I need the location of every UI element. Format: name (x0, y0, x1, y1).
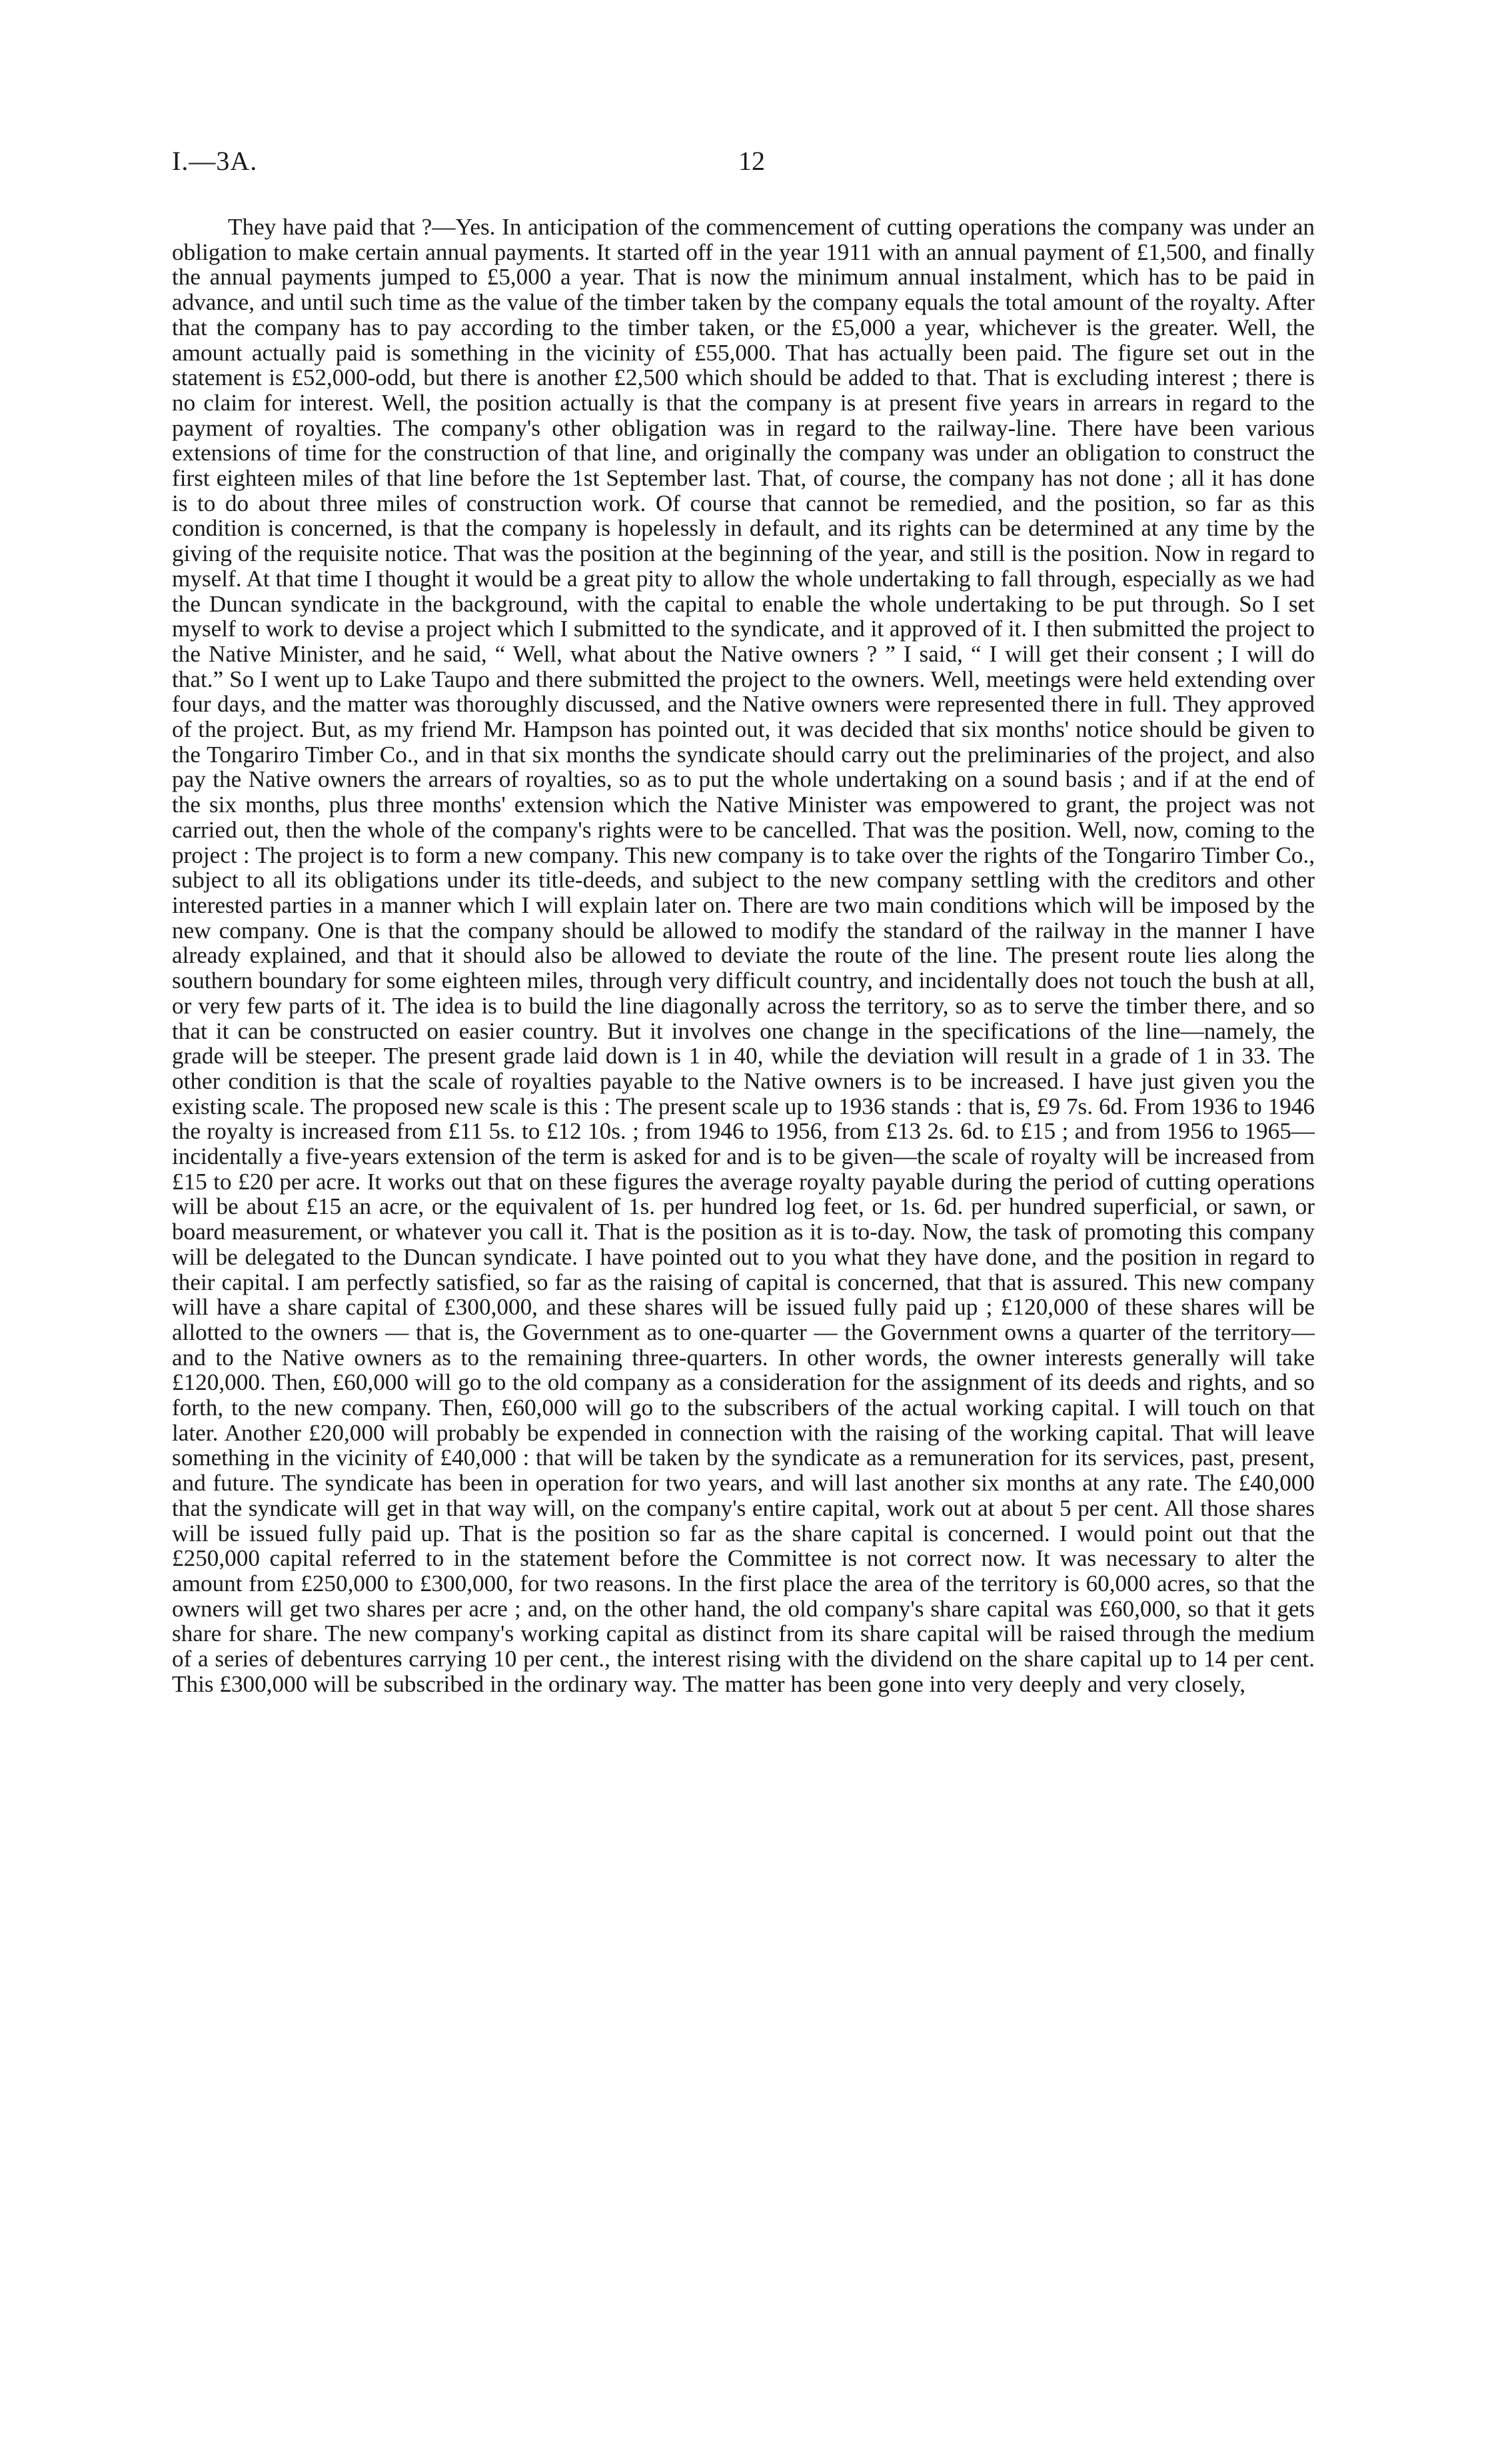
body-paragraph: They have paid that ?—Yes. In anticipation of the commencement of cutting operations the company was under an obligation to make certain annual payments. It started off in the year 1911 with an annual payment of £1,500, and finally the annual payments jumped to £5,000 a year. That is now the minimum annual instalment, which has to be paid in advance, and until such time as the value of the timber taken by the company equals the total amount of the royalty. After that the company has to pay according to the timber taken, or the £5,000 a year, whichever is the greater. Well, the amount actually paid is something in the vicinity of £55,000. That has actually been paid. The figure set out in the statement is £52,000-odd, but there is another £2,500 which should be added to that. That is excluding interest ; there is no claim for interest. Well, the position actually is that the company is at present five years in arrears in regard to the payment of royalties. The company's other obligation was in regard to the railway-line. There have been various extensions of time for the construction of that line, and originally the company was under an obligation to construct the first eighteen miles of that line before the 1st September last. That, of course, the company has not done ; all it has done is to do about three miles of construction work. Of course that cannot be remedied, and the position, so far as this condition is concerned, is that the company is hopelessly in default, and its rights can be determined at any time by the giving of the requisite notice. That was the position at the beginning of the year, and still is the position. Now in regard to myself. At that time I thought it would be a great pity to allow the whole undertaking to fall through, especially as we had the Duncan syndicate in the background, with the capital to enable the whole undertaking to be put through. So I set myself to work to devise a project which I submitted to the syndicate, and it approved of it. I then submitted the project to the Native Minister, and he said, “ Well, what about the Native owners ? ” I said, “ I will get their consent ; I will do that.” So I went up to Lake Taupo and there submitted the project to the owners. Well, meetings were held extending over four days, and the matter was thoroughly discussed, and the Native owners were represented there in full. They approved of the project. But, as my friend Mr. Hampson has pointed out, it was decided that six months' notice should be given to the Tongariro Timber Co., and in that six months the syndicate should carry out the preliminaries of the project, and also pay the Native owners the arrears of royalties, so as to put the whole undertaking on a sound basis ; and if at the end of the six months, plus three months' extension which the Native Minister was empowered to grant, the project was not carried out, then the whole of the company's rights were to be cancelled. That was the position. Well, now, coming to the project : The project is to form a new company. This new company is to take over the rights of the Tongariro Timber Co., subject to all its obligations under its title-deeds, and subject to the new company settling with the creditors and other interested parties in a manner which I will explain later on. There are two main conditions which will be imposed by the new company. One is that the company should be allowed to modify the standard of the railway in the manner I have already explained, and that it should also be allowed to deviate the route of the line. The present route lies along the southern boundary for some eighteen miles, through very difficult country, and incidentally does not touch the bush at all, or very few parts of it. The idea is to build the line diagonally across the territory, so as to serve the timber there, and so that it can be constructed on easier country. But it involves one change in the specifications of the line—namely, the grade will be steeper. The present grade laid down is 1 in 40, while the deviation will result in a grade of 1 in 33. The other condition is that the scale of royalties payable to the Native owners is to be increased. I have just given you the existing scale. The proposed new scale is this : The present scale up to 1936 stands : that is, £9 7s. 6d. From 1936 to 1946 the royalty is increased from £11 5s. to £12 10s. ; from 1946 to 1956, from £13 2s. 6d. to £15 ; and from 1956 to 1965—incidentally a five-years extension of the term is asked for and is to be given—the scale of royalty will be increased from £15 to £20 per acre. It works out that on these figures the average royalty payable during the period of cutting operations will be about £15 an acre, or the equivalent of 1s. per hundred log feet, or 1s. 6d. per hundred superficial, or sawn, or board measurement, or whatever you call it. That is the position as it is to-day. Now, the task of promoting this company will be delegated to the Duncan syndicate. I have pointed out to you what they have done, and the position in regard to their capital. I am perfectly satisfied, so far as the raising of capital is concerned, that that is assured. This new company will have a share capital of £300,000, and these shares will be issued fully paid up ; £120,000 of these shares will be allotted to the owners — that is, the Government as to one-quarter — the Government owns a quarter of the territory—and to the Native owners as to the remaining three-quarters. In other words, the owner interests generally will take £120,000. Then, £60,000 will go to the old company as a consideration for the assignment of its deeds and rights, and so forth, to the new company. Then, £60,000 will go to the subscribers of the actual working capital. I will touch on that later. Another £20,000 will probably be expended in connection with the raising of the working capital. That will leave something in the vicinity of £40,000 : that will be taken by the syndicate as a remuneration for its services, past, present, and future. The syndicate has been in operation for two years, and will last another six months at any rate. The £40,000 that the syndicate will get in that way will, on the company's entire capital, work out at about 5 per cent. All those shares will be issued fully paid up. That is the position so far as the share capital is concerned. I would point out that the £250,000 capital referred to in the statement before the Committee is not correct now. It was necessary to alter the amount from £250,000 to £300,000, for two reasons. In the first place the area of the territory is 60,000 acres, so that the owners will get two shares per acre ; and, on the other hand, the old company's share capital was £60,000, so that it gets share for share. The new company's working capital as distinct from its share capital will be raised through the medium of a series of debentures carrying 10 per cent., the interest rising with the dividend on the share capital up to 14 per cent. This £300,000 will be subscribed in the ordinary way. The matter has been gone into very deeply and very closely, (172, 214, 1315, 1697)
page-header (172, 145, 1315, 185)
page-number: 12 (738, 146, 765, 176)
document-reference: I.—3A. (172, 146, 258, 176)
